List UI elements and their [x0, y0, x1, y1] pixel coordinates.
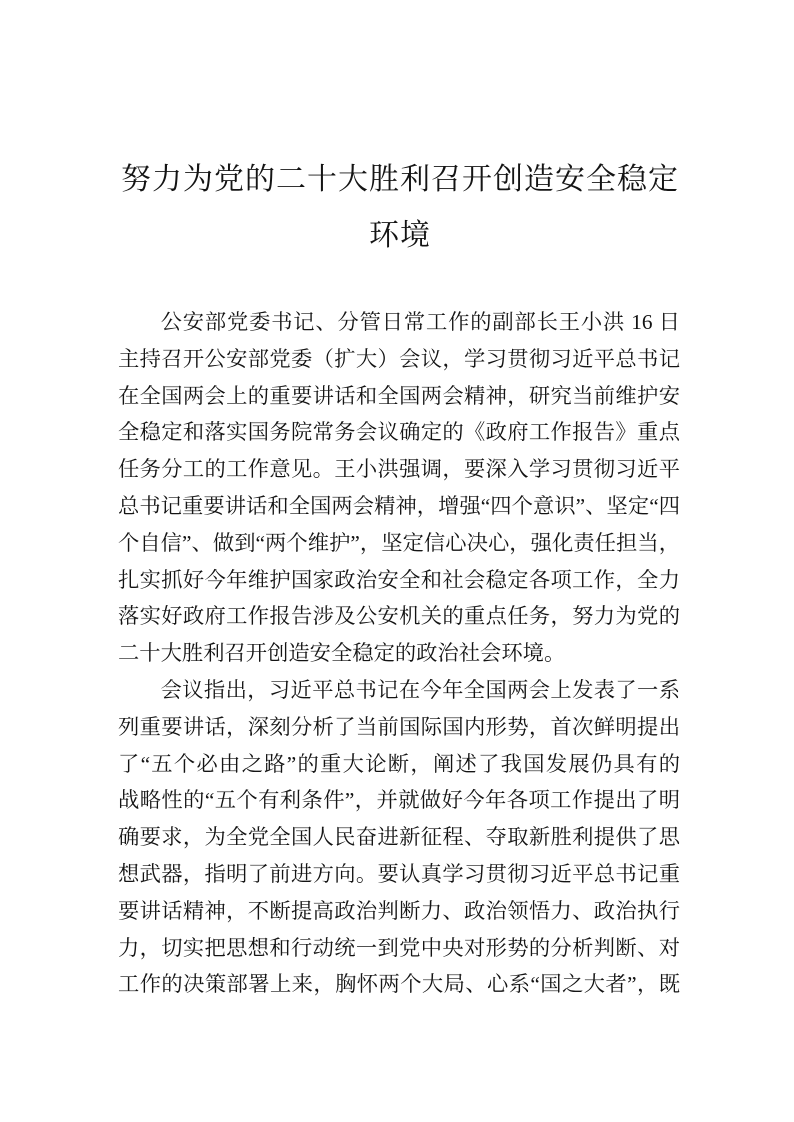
text-line: 了“五个必由之路”的重大论断，阐述了我国发展仍具有的 [118, 751, 680, 776]
title-line-2: 环境 [369, 219, 431, 252]
paragraph [118, 672, 680, 1003]
document-body [118, 304, 680, 1003]
text-line: 在全国两会上的重要讲话和全国两会精神，研究当前维护安 [118, 383, 680, 408]
document-title [118, 0, 682, 264]
text-line: 任务分工的工作意见。王小洪强调，要深入学习贯彻习近平 [118, 457, 680, 482]
text-line: 扎实抓好今年维护国家政治安全和社会稳定各项工作，全力 [118, 567, 680, 592]
text-line: 个自信”、做到“两个维护”，坚定信心决心，强化责任担当， [118, 530, 680, 555]
text-line: 工作的决策部署上来，胸怀两个大局、心系“国之大者”，既 [118, 972, 680, 997]
text-line: 列重要讲话，深刻分析了当前国际国内形势，首次鲜明提出 [118, 714, 680, 739]
text-line: 总书记重要讲话和全国两会精神，增强“四个意识”、坚定“四 [118, 493, 680, 518]
text-line: 力，切实把思想和行动统一到党中央对形势的分析判断、对 [118, 935, 680, 960]
text-line: 全稳定和落实国务院常务会议确定的《政府工作报告》重点 [118, 420, 680, 445]
text-line: 落实好政府工作报告涉及公安机关的重点任务，努力为党的 [118, 604, 680, 629]
title-line-1: 努力为党的二十大胜利召开创造安全稳定 [121, 163, 679, 196]
text-line: 要讲话精神，不断提高政治判断力、政治领悟力、政治执行 [118, 898, 680, 923]
text-line: 想武器，指明了前进方向。要认真学习贯彻习近平总书记重 [118, 861, 680, 886]
paragraph [118, 304, 680, 672]
text-line: 确要求，为全党全国人民奋进新征程、夺取新胜利提供了思 [118, 825, 680, 850]
text-line: 战略性的“五个有利条件”，并就做好今年各项工作提出了明 [118, 788, 680, 813]
text-line: 主持召开公安部党委（扩大）会议，学习贯彻习近平总书记 [118, 346, 680, 371]
text-line: 会议指出，习近平总书记在今年全国两会上发表了一系 [160, 677, 680, 702]
text-line: 二十大胜利召开创造安全稳定的政治社会环境。 [118, 641, 566, 666]
text-line: 公安部党委书记、分管日常工作的副部长王小洪 16 日 [160, 310, 680, 334]
